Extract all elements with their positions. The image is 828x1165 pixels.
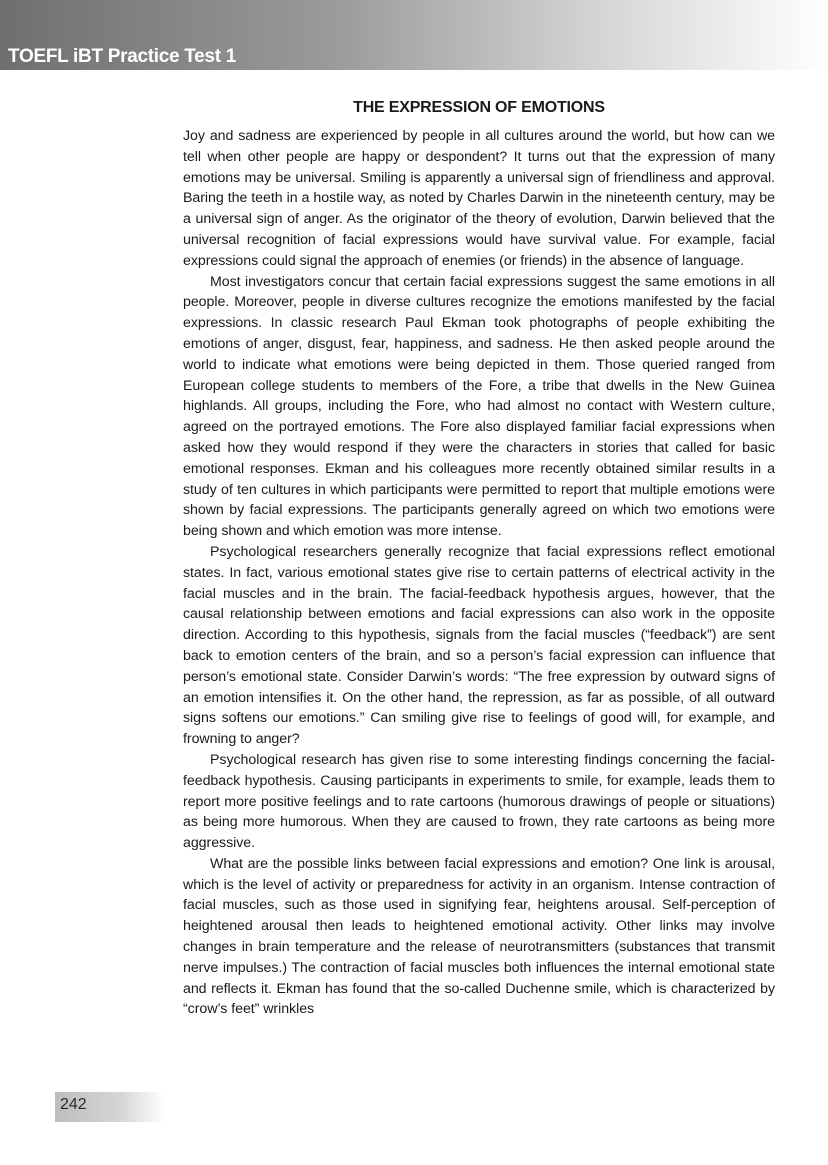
paragraph-3: Psychological researchers generally recognize that facial expressions reflect emotional states. In fact, various emotional states give rise to certain patterns of electrical activity in the facial muscles and in the brain. The facial-feedback hypothesis argues, however, that the causal relationship between emotions and facial expressions can also work in the opposite direction. According to this hypothesis, signals from the facial muscles (“feedback”) are sent back to emotion centers of the brain, and so a person’s facial expression can influence that person’s emotional state. Consider Darwin’s words: “The free expression by outward signs of an emotion intensifies it. On the other hand, the repression, as far as possible, of all outward signs softens our emotions.” Can smiling give rise to feelings of good will, for example, and frowning to anger?: [183, 543, 775, 748]
paragraph-4: Psychological research has given rise to some interesting findings concerning the facial-feedback hypothesis. Causing participants in experiments to smile, for example, leads them to report more positive feelings and to rate cartoons (humorous drawings of people or situations) as being more humorous. When they are caused to frown, they rate cartoons as being more aggressive.: [183, 751, 775, 852]
paragraph-1: Joy and sadness are experienced by people in all cultures around the world, but how can we tell when other people are happy or despondent? It turns out that the expression of many emotions may be universal. Smiling is apparently a universal sign of friendliness and approval. Baring the teeth in a hostile way, as noted by Charles Darwin in the nineteenth century, may be a universal sign of anger. As the originator of the theory of evolution, Darwin believed that the universal recognition of facial expressions would have survival value. For example, facial expressions could signal the approach of enemies (or friends) in the absence of language.: [183, 128, 775, 269]
article-title: THE EXPRESSION OF EMOTIONS: [353, 99, 605, 116]
paragraph-2: Most investigators concur that certain facial expressions suggest the same emotions in all people. Moreover, people in diverse cultures recognize the emotions manifested by the facial expressions. In classic research Paul Ekman took photographs of people exhibiting the emotions of anger, disgust, fear, happiness, and sadness. He then asked people around the world to indicate what emotions were being depicted in them. Those queried ranged from European college students to members of the Fore, a tribe that dwells in the New Guinea highlands. All groups, including the Fore, who had almost no contact with Western culture, agreed on the portrayed emotions. The Fore also displayed familiar facial expressions when asked how they would respond if they were the characters in stories that called for basic emotional responses. Ekman and his colleagues more recently obtained similar results in a study of ten cultures in which participants were permitted to report that multiple emotions were shown by facial expressions. The participants generally agreed on which two emotions were being shown and which emotion was more intense.: [183, 273, 775, 540]
page-number-box: [55, 1092, 165, 1122]
page-number: 242: [60, 1096, 87, 1113]
header-title: TOEFL iBT Practice Test 1: [8, 46, 236, 67]
article: [183, 97, 775, 1020]
header-bar: [0, 0, 828, 70]
paragraph-5: What are the possible links between facial expressions and emotion? One link is arousal, which is the level of activity or preparedness for activity in an organism. Intense contraction of facial muscles, such as those used in signifying fear, heightens arousal. Self-perception of heightened arousal then leads to heightened emotional activity. Other links may involve changes in brain temperature and the release of neurotransmitters (substances that transmit nerve impulses.) The contraction of facial muscles both influences the internal emotional state and reflects it. Ekman has found that the so-called Duchenne smile, which is characterized by “crow’s feet” wrinkles: [183, 855, 775, 1018]
